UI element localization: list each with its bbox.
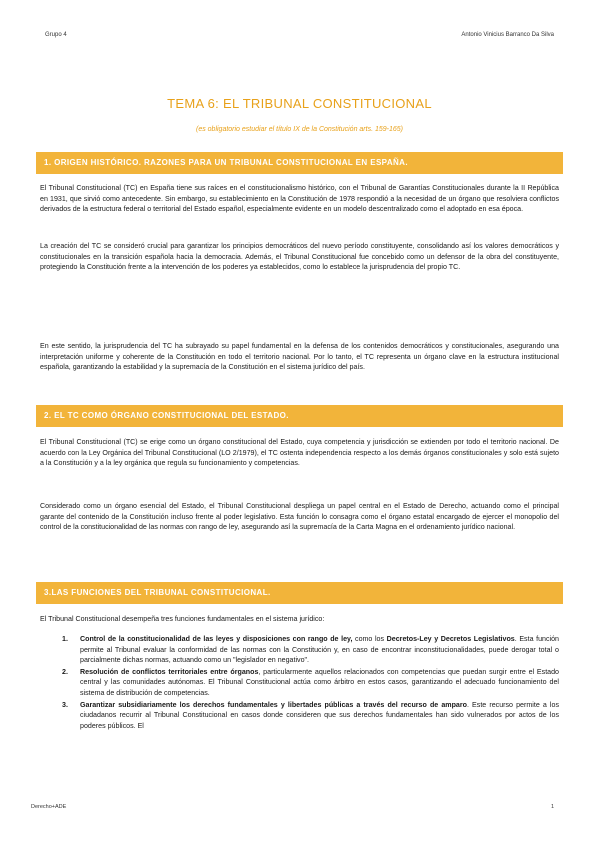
section-3-intro: El Tribunal Constitucional desempeña tres funciones fundamentales en el sistema jurídico: bbox=[40, 615, 325, 623]
section-2-paragraph-2: Considerado como un órgano esencial del Estado, el Tribunal Constitucional despliega un papel central en el Estado de Derecho, actuando como el principal garante del contenido de la Constitución incluso frente al poder legislativo. Esta función lo consagra como el órgano estatal encargado de ejercer el monopolio del control de la constitucionalidad de las normas con rango de ley, asegurando así la supremacía de la Carta Magna en el ordenamiento jurídico nacional. bbox=[40, 502, 559, 532]
list-item-number: 3. bbox=[62, 700, 68, 709]
document-subtitle: (es obligatorio estudiar el título IX de la Constitución arts. 159-165) bbox=[195, 126, 403, 133]
section-1-paragraph-2: La creación del TC se consideró crucial para garantizar los principios democráticos del nuevo período constituyente, consolidando así los valores democráticos y constitucionales en la transición española hacia la democracia. Además, el Tribunal Constitucional fue concebido como un defensor de la obra del constituyente, protegiendo la Constitución frente a la intervención de los poderes ya establecidos, como lo establece la jurisprudencia del propio TC. bbox=[40, 242, 559, 272]
section-heading-1: 1. ORIGEN HISTÓRICO. RAZONES PARA UN TRIBUNAL CONSTITUCIONAL EN ESPAÑA. bbox=[36, 152, 563, 174]
footer-degree: Derecho+ADE bbox=[31, 804, 67, 810]
functions-list bbox=[40, 634, 559, 731]
list-item-number: 1. bbox=[62, 635, 68, 643]
section-1-paragraph-3: En este sentido, la jurisprudencia del TC ha subrayado su papel fundamental en la defensa de los contenidos democráticos y constitucionales, asegurando una interpretación uniforme y coherente de la Constitución en todo el territorio nacional. Por lo tanto, el TC representa un órgano clave en la estructura institucional española, garantizando la estabilidad y la supremacía de la Constitución en el sistema jurídico del país. bbox=[40, 342, 559, 372]
list-item-mid: como los bbox=[352, 635, 387, 643]
header-group: Grupo 4 bbox=[45, 32, 67, 38]
list-item-number: 2. bbox=[62, 667, 68, 676]
section-heading-3: 3.LAS FUNCIONES DEL TRIBUNAL CONSTITUCIONAL. bbox=[36, 582, 563, 604]
header-author: Antonio Vinicius Barranco Da Silva bbox=[461, 32, 554, 38]
section-1-paragraph-1: El Tribunal Constitucional (TC) en España tiene sus raíces en el constitucionalismo histórico, con el Tribunal de Garantías Constitucionales durante la II República en 1931, que sirvió como antecedente. Sin embargo, su establecimiento en la Constitución de 1978 respondió a la necesidad de un órgano que resolviera conflictos derivados de la estructura federal o territorial del Estado español, especialmente evidente en un modelo descentralizado como el adoptado en esa época. bbox=[40, 184, 559, 214]
list-item-bold: Control de la constitucionalidad de las leyes y disposiciones con rango de ley, bbox=[80, 635, 353, 643]
list-item-bold: Garantizar subsidiariamente los derechos fundamentales y libertades públicas a través del recurso de amparo bbox=[80, 700, 467, 709]
list-item-text: , particularmente aquellos relacionados con competencias que puedan surgir entre el Estado central y las comunidades autónomas. El Tribunal Constitucional actúa como árbitro en estos casos, garantizando el adecuado funcionamiento del sistema de distribución de competencias. bbox=[80, 667, 559, 697]
list-item-text: . Esta función permite al Tribunal evaluar la conformidad de las normas con la Constitución y, en caso de encontrar inconstitucionalidades, puede derogar total o parcialmente dichas normas, actuando como un "legislador en negativo". bbox=[80, 635, 560, 665]
section-2-paragraph-1: El Tribunal Constitucional (TC) se erige como un órgano constitucional del Estado, cuya competencia y jurisdicción se extienden por todo el territorio nacional. De acuerdo con la Ley Orgánica del Tribunal Constitucional (LO 2/1979), el TC ostenta independencia respecto a los demás órganos constitucionales y solo está sujeto a la Constitución y a la ley orgánica que regula su funcionamiento y competencias. bbox=[40, 438, 559, 468]
page-header bbox=[45, 32, 554, 44]
list-item bbox=[40, 634, 559, 666]
list-item-bold: Resolución de conflictos territoriales entre órganos bbox=[80, 667, 259, 676]
list-item-text: . Este recurso permite a los ciudadanos recurrir al Tribunal Constitucional en casos donde consideren que sus derechos fundamentales han sido vulnerados por actos de los poderes públicos. El bbox=[80, 700, 559, 730]
page-number: 1 bbox=[550, 804, 554, 810]
page-footer bbox=[31, 804, 554, 814]
document-title: TEMA 6: EL TRIBUNAL CONSTITUCIONAL bbox=[167, 96, 432, 111]
section-heading-2: 2. EL TC COMO ÓRGANO CONSTITUCIONAL DEL ESTADO. bbox=[36, 405, 563, 427]
list-item-bold-2: Decretos-Ley y Decretos Legislativos bbox=[386, 635, 515, 643]
list-item bbox=[40, 700, 559, 732]
list-item bbox=[40, 667, 559, 699]
